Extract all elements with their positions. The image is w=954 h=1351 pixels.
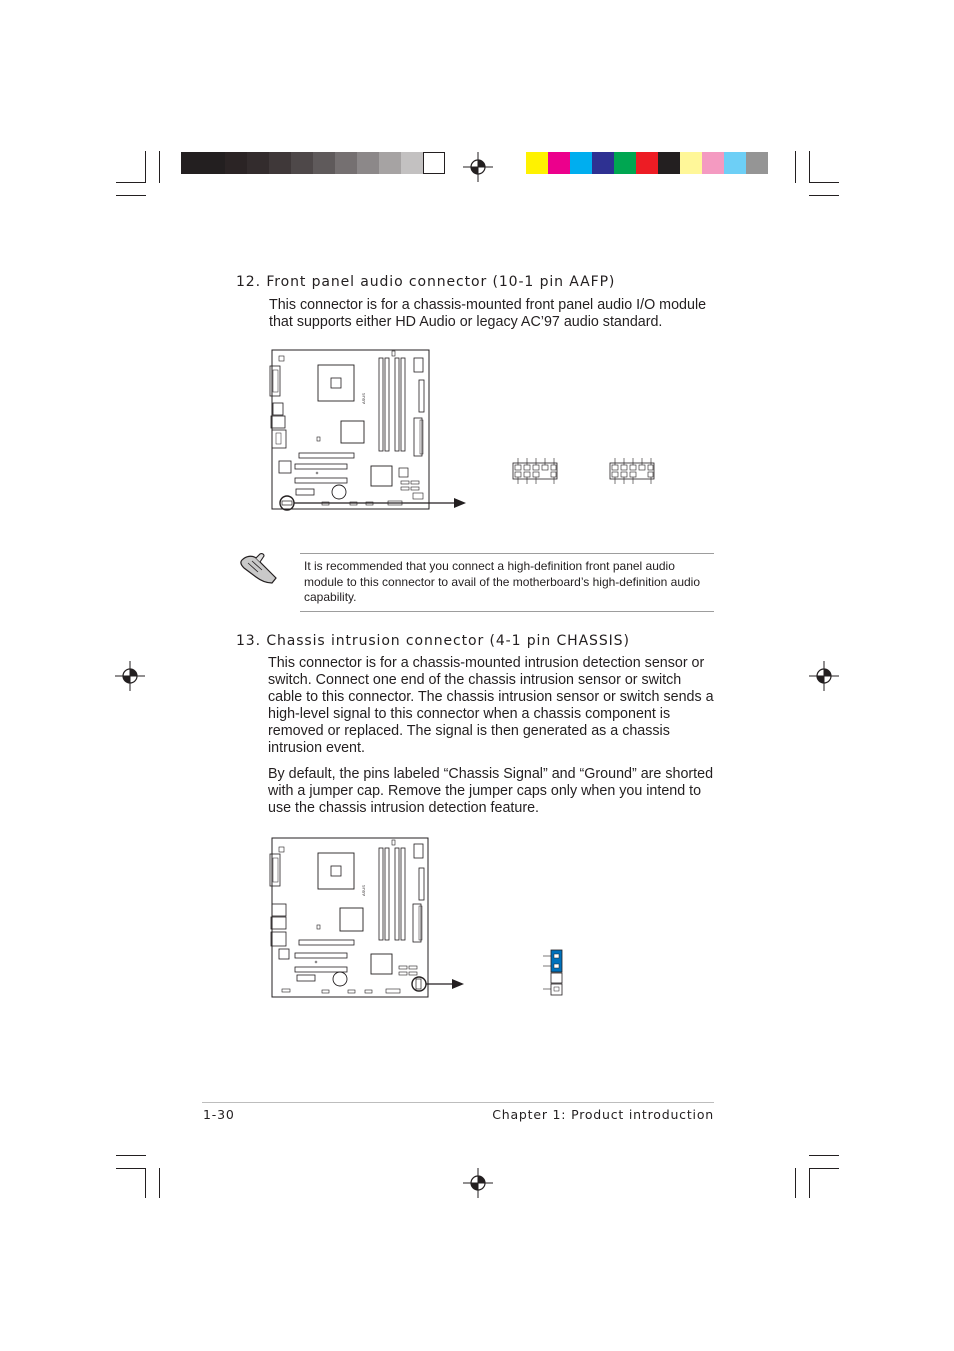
color-swatch [269, 152, 291, 174]
registration-mark-icon [115, 661, 145, 691]
color-swatch [379, 152, 401, 174]
section-body [268, 655, 716, 817]
color-swatch [203, 152, 225, 174]
crop-mark [795, 151, 796, 183]
footer-divider [202, 1102, 714, 1103]
ac97-audio-pinout-diagram [609, 458, 657, 484]
crop-mark [159, 1168, 160, 1198]
crop-mark [809, 1168, 810, 1198]
hd-audio-pinout-diagram [512, 458, 560, 484]
paragraph: This connector is for a chassis-mounted front panel audio I/O module that supports either HD Audio or legacy AC’97 audio standard. [269, 297, 707, 330]
color-swatch [357, 152, 379, 174]
crop-mark [159, 151, 160, 183]
motherboard-layout-diagram [268, 348, 468, 512]
color-swatch [702, 152, 724, 174]
color-swatch [636, 152, 658, 174]
crop-mark [809, 195, 839, 196]
page-number: 1-30 [203, 1107, 235, 1122]
color-swatch [291, 152, 313, 174]
paragraph: This connector is for a chassis-mounted intrusion detection sensor or switch. Connect one end of the chassis intrusion sensor or switch cable to this connector. The chassis intrusion sensor or switch sends a high-level signal to this connector when a chassis component is removed or replaced. The signal is then generated as a chassis intrusion event. [268, 655, 714, 756]
motherboard-layout-diagram [268, 836, 468, 1000]
color-swatch [401, 152, 423, 174]
color-swatch [570, 152, 592, 174]
color-swatch [746, 152, 768, 174]
color-swatch [614, 152, 636, 174]
color-swatch [225, 152, 247, 174]
color-swatch [335, 152, 357, 174]
crop-mark [809, 151, 810, 183]
color-swatch [658, 152, 680, 174]
note-box [300, 553, 714, 612]
section-heading: 12. Front panel audio connector (10-1 pin AAFP) [236, 274, 616, 290]
color-swatch [181, 152, 203, 174]
registration-mark-icon [809, 661, 839, 691]
grayscale-calibration-bar [181, 152, 445, 174]
color-swatch [680, 152, 702, 174]
crop-mark [116, 182, 146, 183]
color-swatch [526, 152, 548, 174]
color-swatch [247, 152, 269, 174]
crop-mark [809, 182, 839, 183]
hand-note-icon [238, 550, 280, 586]
board-logo: ASUS [361, 885, 366, 896]
color-swatch [724, 152, 746, 174]
crop-mark [116, 1155, 146, 1156]
registration-mark-icon [463, 1168, 493, 1198]
crop-mark [809, 1168, 839, 1169]
chassis-pinout-diagram [543, 948, 567, 998]
section-heading: 13. Chassis intrusion connector (4-1 pin CHASSIS) [236, 633, 630, 649]
crop-mark [795, 1168, 796, 1198]
color-swatch [313, 152, 335, 174]
section-body [269, 297, 709, 331]
crop-mark [116, 1168, 146, 1169]
color-swatch [548, 152, 570, 174]
crop-mark [116, 195, 146, 196]
registration-mark-icon [463, 152, 493, 182]
board-logo: ASUS [361, 393, 366, 404]
crop-mark [809, 1155, 839, 1156]
chapter-title: Chapter 1: Product introduction [492, 1107, 714, 1122]
color-calibration-bar [526, 152, 768, 174]
color-swatch [592, 152, 614, 174]
color-swatch [423, 152, 445, 174]
paragraph: By default, the pins labeled “Chassis Signal” and “Ground” are shorted with a jumper cap. Remove the jumper caps only when you intend to use the chassis intrusion detection feature. [268, 766, 714, 816]
crop-mark [145, 151, 146, 183]
note-text: It is recommended that you connect a high-definition front panel audio module to this connector to avail of the motherboard’s high-definition audio capability. [304, 559, 701, 605]
crop-mark [145, 1168, 146, 1198]
